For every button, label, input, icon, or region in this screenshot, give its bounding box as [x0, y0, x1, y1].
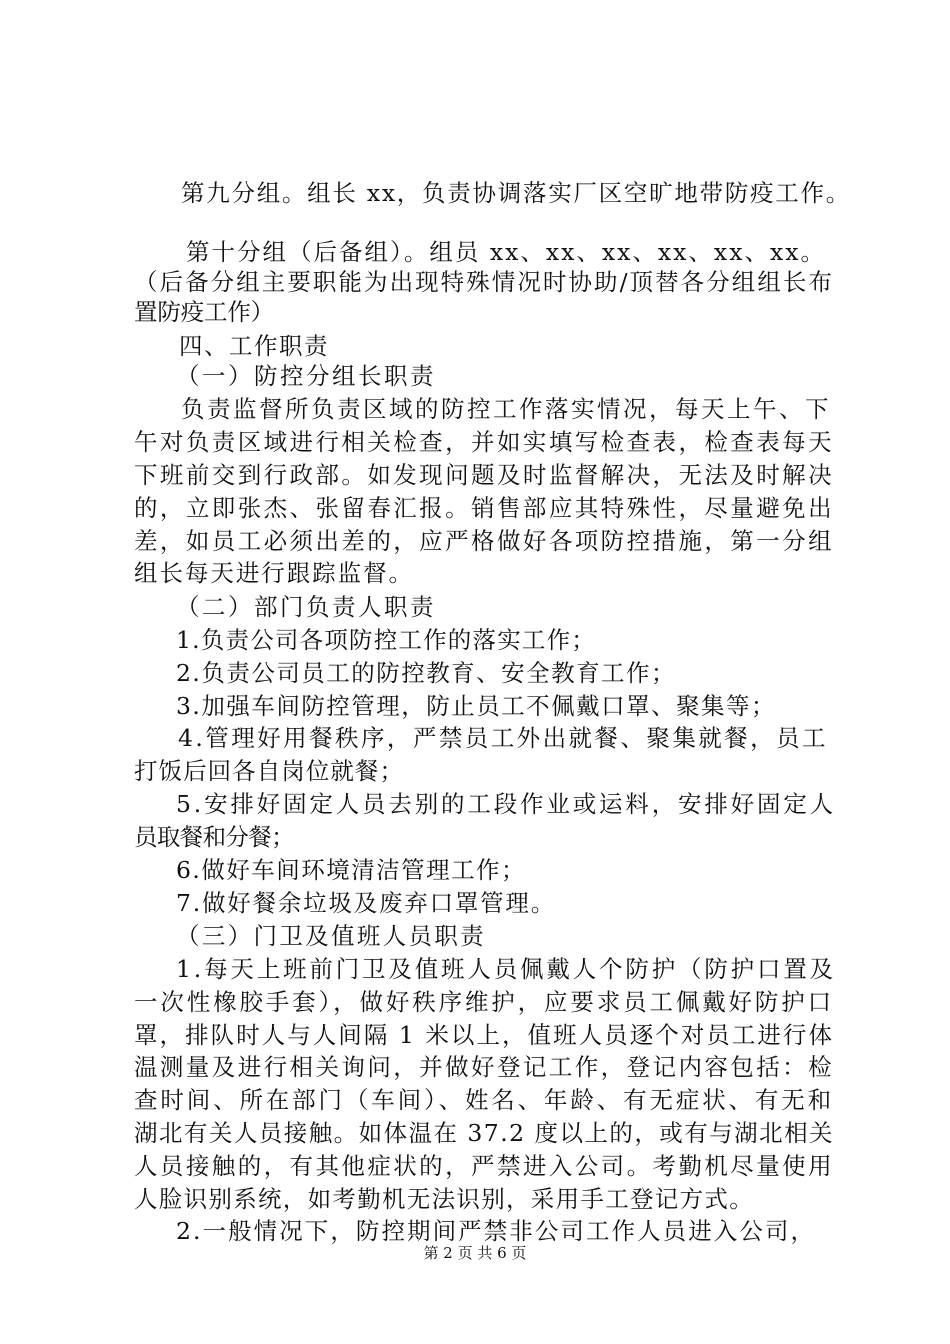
list-item: 2.负责公司员工的防控教育、安全教育工作；	[176, 659, 676, 687]
section-heading: 四、工作职责	[179, 332, 329, 360]
subsection-heading: （一）防控分组长职责	[176, 362, 436, 390]
text-line: 组长每天进行跟踪监督。	[134, 559, 414, 587]
text-line: 第十分组（后备组）。组员 xx、xx、xx、xx、xx、xx。	[186, 238, 826, 266]
list-item: 1.负责公司各项防控工作的落实工作；	[176, 626, 596, 654]
text-line: 湖北有关人员接触。如体温在 37.2 度以上的，或有与湖北相关	[134, 1119, 834, 1147]
text-line: 人员接触的，有其他症状的，严禁进入公司。考勤机尽量使用	[134, 1152, 834, 1180]
text-line: 一次性橡胶手套），做好秩序维护，应要求员工佩戴好防护口	[134, 988, 834, 1016]
text-line: 差，如员工必须出差的，应严格做好各项防控措施，第一分组	[134, 527, 834, 555]
list-item: 6.做好车间环境清洁管理工作；	[176, 856, 526, 884]
text-line: （后备分组主要职能为出现特殊情况时协助/顶替各分组组长布	[134, 268, 834, 296]
text-line: 温测量及进行相关询问，并做好登记工作，登记内容包括：检	[134, 1053, 834, 1081]
text-line: 的，立即张杰、张留春汇报。销售部应其特殊性，尽量避免出	[134, 494, 834, 522]
page-number-footer: 第 2 页 共 6 页	[423, 1244, 527, 1262]
text-line: 第九分组。组长 xx，负责协调落实厂区空旷地带防疫工作。	[181, 179, 851, 207]
list-item: 2.一般情况下，防控期间严禁非公司工作人员进入公司，	[176, 1217, 816, 1245]
text-line: 置防疫工作）	[134, 298, 274, 326]
text-line: 人脸识别系统，如考勤机无法识别，采用手工登记方式。	[134, 1185, 754, 1213]
list-item: 1.每天上班前门卫及值班人员佩戴人个防护（防护口置及	[176, 955, 836, 983]
text-line: 员取餐和分餐；	[134, 823, 294, 851]
list-item: 3.加强车间防控管理，防止员工不佩戴口罩、聚集等；	[176, 692, 776, 720]
list-item: 4.管理好用餐秩序，严禁员工外出就餐、聚集就餐，员工	[178, 724, 828, 752]
text-line: 罩，排队时人与人间隔 1 米以上，值班人员逐个对员工进行体	[134, 1021, 834, 1049]
text-line: 负责监督所负责区域的防控工作落实情况，每天上午、下	[181, 395, 831, 423]
text-line: 打饭后回各自岗位就餐；	[134, 757, 404, 785]
list-item: 5.安排好固定人员去别的工段作业或运料，安排好固定人	[176, 790, 836, 818]
text-line: 午对负责区域进行相关检查，并如实填写检查表，检查表每天	[134, 428, 834, 456]
subsection-heading: （二）部门负责人职责	[176, 593, 436, 621]
subsection-heading: （三）门卫及值班人员职责	[176, 922, 486, 950]
text-line: 查时间、所在部门（车间）、姓名、年龄、有无症状、有无和	[134, 1086, 834, 1114]
list-item: 7.做好餐余垃圾及废弃口罩管理。	[176, 889, 556, 917]
text-line: 下班前交到行政部。如发现问题及时监督解决，无法及时解决	[134, 461, 834, 489]
